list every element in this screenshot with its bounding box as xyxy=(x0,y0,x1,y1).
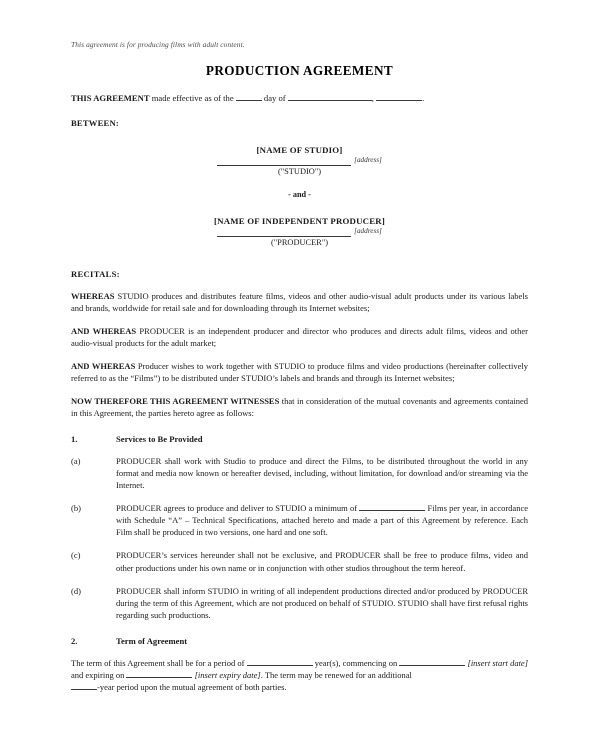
clause-b xyxy=(71,502,528,538)
term-expiry-blank[interactable] xyxy=(126,670,192,678)
term-start-blank[interactable] xyxy=(399,658,465,666)
clause-text: PRODUCER’s services hereunder shall not be exclusive, and PRODUCER shall be free to produce films, video and other productions under his own name or in conjunction with other studios throughout the term hereof. xyxy=(116,550,528,573)
section-number: 2. xyxy=(71,635,78,646)
term-text-2: year(s), commencing on xyxy=(312,657,400,668)
renewal-years-blank[interactable] xyxy=(71,682,97,690)
section-number: 1. xyxy=(71,434,78,445)
and-separator: - and - xyxy=(288,189,311,199)
recital-text: STUDIO produces and distributes feature films, videos and other audio-visual adult products under its various labels and brands, worldwide for retail sale and for downloading through its Internet websites; xyxy=(71,290,528,313)
recital-lead: AND WHEREAS xyxy=(71,360,136,371)
studio-address-blank[interactable] xyxy=(217,156,351,166)
studio-address-label: [address] xyxy=(354,156,382,165)
clause-a xyxy=(71,455,528,491)
producer-name: [NAME OF INDEPENDENT PRODUCER] xyxy=(214,215,385,226)
term-paragraph xyxy=(71,657,528,693)
section-heading-services xyxy=(71,434,528,444)
effective-lead: THIS AGREEMENT xyxy=(71,93,150,103)
recital-paragraph xyxy=(71,290,528,314)
recital-lead: AND WHEREAS xyxy=(71,325,137,336)
section-title: Term of Agreement xyxy=(116,635,188,646)
effective-day-blank[interactable] xyxy=(236,93,262,101)
recital-text: that in consideration of the mutual covenants and agreements contained in this Agreement, the parties hereto agree as follows: xyxy=(71,395,528,419)
clause-text xyxy=(116,502,528,538)
recital-paragraph xyxy=(71,395,528,419)
producer-address-blank[interactable] xyxy=(217,227,351,237)
recital-text: Producer wishes to work together with STUDIO to produce films and video productions (hereinafter collectively referred to as the “Films”) to be distributed under STUDIO’s labels and brands and through its Internet websites; xyxy=(71,360,528,383)
term-text-3: and expiring on xyxy=(71,669,127,680)
recitals-heading: RECITALS: xyxy=(71,268,120,279)
effective-text-3: , xyxy=(371,93,377,103)
clause-marker: (d) xyxy=(71,585,81,596)
party-block-producer xyxy=(71,216,528,247)
party-block-studio xyxy=(71,145,528,176)
between-label: BETWEEN: xyxy=(71,117,119,128)
minimum-films-blank[interactable] xyxy=(359,503,425,511)
producer-alias: ("PRODUCER") xyxy=(270,237,329,247)
clause-text: PRODUCER shall work with Studio to produce and direct the Films, to be distributed throughout the world in any format and media now known or hereafter devised, including, without limitation, for download and/or streaming via the Internet. xyxy=(116,456,528,491)
page-title: PRODUCTION AGREEMENT xyxy=(205,63,394,78)
recital-lead: NOW THEREFORE THIS AGREEMENT WITNESSES xyxy=(71,395,280,406)
effective-month-blank[interactable] xyxy=(288,93,372,101)
clause-marker: (b) xyxy=(71,503,81,514)
term-text-4: . The term may be renewed for an additional xyxy=(260,669,412,680)
recital-lead: WHEREAS xyxy=(71,290,115,301)
effective-text-1: made effective as of the xyxy=(149,93,236,103)
effective-text-2: day of xyxy=(261,93,288,103)
effective-year-blank[interactable] xyxy=(376,93,425,103)
studio-address-row xyxy=(71,156,528,166)
clause-marker: (a) xyxy=(71,456,81,467)
recital-paragraph xyxy=(71,325,528,349)
effective-date-line xyxy=(71,93,528,105)
term-text-1: The term of this Agreement shall be for a period of xyxy=(71,657,247,668)
header-note: This agreement is for producing films with adult content. xyxy=(71,40,245,49)
section-title: Services to Be Provided xyxy=(116,434,203,445)
clause-marker: (c) xyxy=(71,550,81,561)
clause-d xyxy=(71,585,528,621)
effective-text-4: . xyxy=(422,93,425,103)
insert-start-date-label: [insert start date] xyxy=(467,657,529,668)
clause-text-part-1: PRODUCER agrees to produce and deliver to STUDIO a minimum of xyxy=(116,503,360,514)
term-years-blank[interactable] xyxy=(247,658,313,666)
studio-alias: ("STUDIO") xyxy=(277,166,322,176)
insert-expiry-date-label: [insert expiry date] xyxy=(194,669,261,680)
term-text-5: -year period upon the mutual agreement of both parties. xyxy=(97,681,287,692)
producer-address-row xyxy=(71,227,528,237)
clause-text-part-2: Films per year, in accordance with Schedule “A” – Technical Specifications, attached hereto and made a part of this Agreement by reference. Each Film shall be produced in two versions, one hard and one soft. xyxy=(116,503,528,538)
clause-text: PRODUCER shall inform STUDIO in writing of all independent productions directed and/or produced by PRODUCER during the term of this Agreement, which are not produced on behalf of STUDIO. STUDIO shall have first refusal rights regarding such productions. xyxy=(116,585,528,620)
producer-address-label: [address] xyxy=(354,227,382,236)
recital-paragraph xyxy=(71,360,528,384)
recital-text: PRODUCER is an independent producer and director who produces and directs adult films, videos and other audio-visual products for the adult market; xyxy=(71,325,529,348)
studio-name: [NAME OF STUDIO] xyxy=(256,144,343,155)
clause-c xyxy=(71,549,528,573)
section-heading-term xyxy=(71,636,528,646)
